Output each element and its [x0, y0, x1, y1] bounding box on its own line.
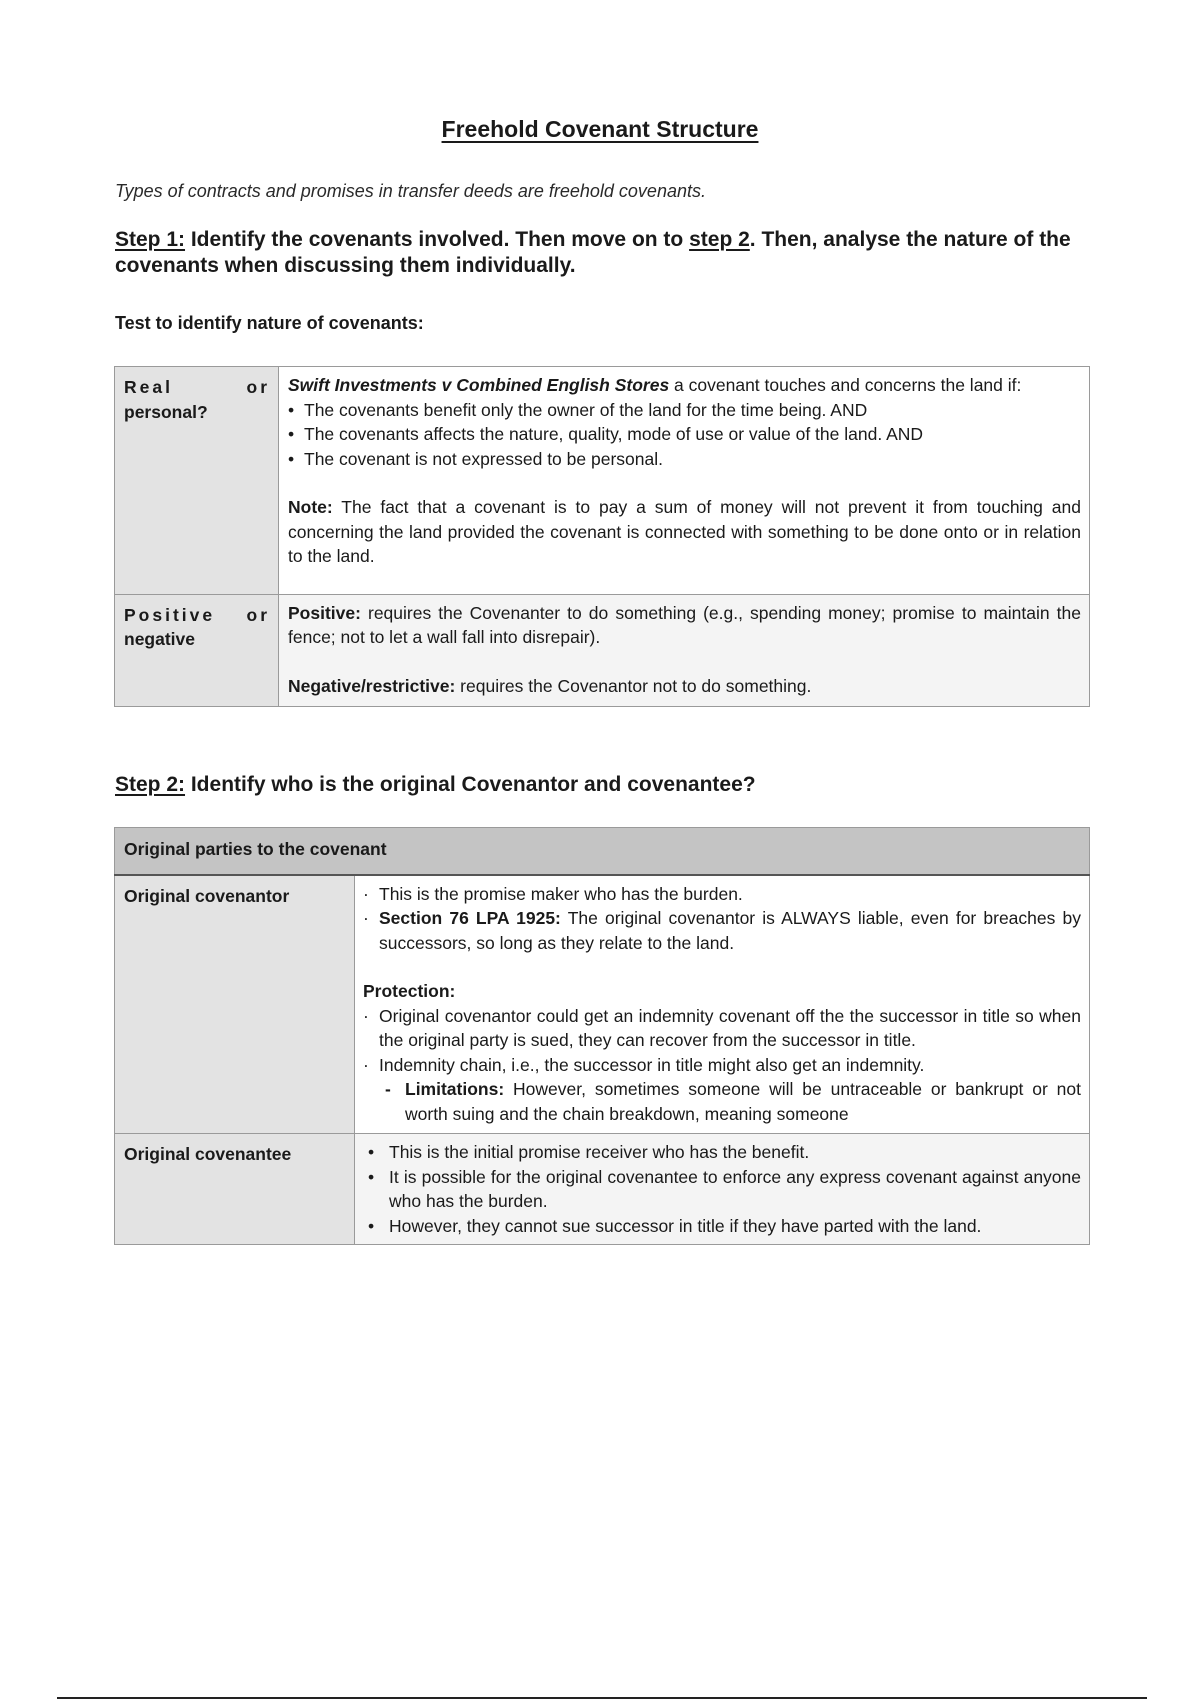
row-content-covenantor [355, 875, 1090, 1134]
table-header-row [115, 828, 1090, 875]
table-row [115, 875, 1090, 1134]
table-row [115, 594, 1090, 707]
row-content-covenantee [355, 1134, 1090, 1245]
table-header: Original parties to the covenant [115, 828, 1090, 875]
step1-heading: Step 1: Identify the covenants involved. Then move on to step 2. Then, analyse the nature of the covenants when discussing them individually. [115, 228, 1071, 277]
covenant-nature-table [114, 366, 1090, 707]
protection-heading: Protection: [363, 981, 456, 1001]
row-label-covenantee: Original covenantee [115, 1134, 355, 1245]
list-item: · Indemnity chain, i.e., the successor in title might also get an indemnity. [363, 1054, 925, 1075]
step2-heading: Step 2: Identify who is the original Covenantor and covenantee? [115, 773, 756, 796]
page-title: Freehold Covenant Structure [441, 116, 759, 142]
limitations-item: - Limitations: However, sometimes someone will be untraceable or bankrupt or not worth suing and the chain breakdown, meaning someone [385, 1079, 1081, 1124]
list-item: • However, they cannot sue successor in title if they have parted with the land. [368, 1215, 982, 1236]
list-item: • The covenants affects the nature, quality, mode of use or value of the land. AND [288, 424, 924, 444]
list-item: · This is the promise maker who has the burden. [363, 883, 743, 904]
list-item: · Section 76 LPA 1925: The original covenantor is ALWAYS liable, even for breaches by successors, so long as they relate to the land. [363, 908, 1081, 953]
list-item: • This is the initial promise receiver who has the benefit. [368, 1142, 810, 1162]
list-item: • The covenant is not expressed to be personal. [288, 448, 663, 469]
positive-paragraph: Positive: requires the Covenanter to do something (e.g., spending money; promise to maintain the fence; not to let a wall fall into disrepair). [288, 602, 1081, 647]
test-label: Test to identify nature of covenants: [115, 313, 424, 333]
table-row [115, 1134, 1090, 1245]
row-label-positive-negative: Positive or negative [115, 594, 279, 707]
row-label-covenantor: Original covenantor [115, 875, 355, 1134]
footer-rule [57, 1697, 1147, 1699]
row-content-positive-negative [279, 594, 1090, 707]
negative-paragraph: Negative/restrictive: requires the Covenantor not to do something. [288, 675, 812, 696]
original-parties-table [114, 827, 1090, 1245]
note-paragraph: Note: The fact that a covenant is to pay a sum of money will not prevent it from touching and concerning the land provided the covenant is connected with something to be done onto or in relation to the land. [288, 497, 1081, 566]
case-name: Swift Investments v Combined English Stores [288, 375, 670, 395]
table-row [115, 367, 1090, 595]
list-item: • It is possible for the original covenantee to enforce any express covenant against anyone who has the burden. [368, 1166, 1081, 1211]
list-item: • The covenants benefit only the owner of the land for the time being. AND [288, 399, 868, 420]
row-label-real-personal: Real or personal? [115, 367, 279, 595]
row-content-real-personal: Swift Investments v Combined English Stores a covenant touches and concerns the land if: • The covenants benefit only the owner of the land for the time being. AND • The covenants affects the nature, quality, mode of use or value of the land. AND • The covenant is not expressed to be personal. Note: The fact that a covenant is to pay a sum of money will not prevent it from touching and concerning the land provided the covenant is connected with something to be done onto or in relation to the land. [279, 367, 1090, 595]
intro-text: Types of contracts and promises in transfer deeds are freehold covenants. [115, 181, 706, 201]
list-item: · Original covenantor could get an indemnity covenant off the the successor in title so when the original party is sued, they can recover from the successor in title. [363, 1005, 1081, 1050]
